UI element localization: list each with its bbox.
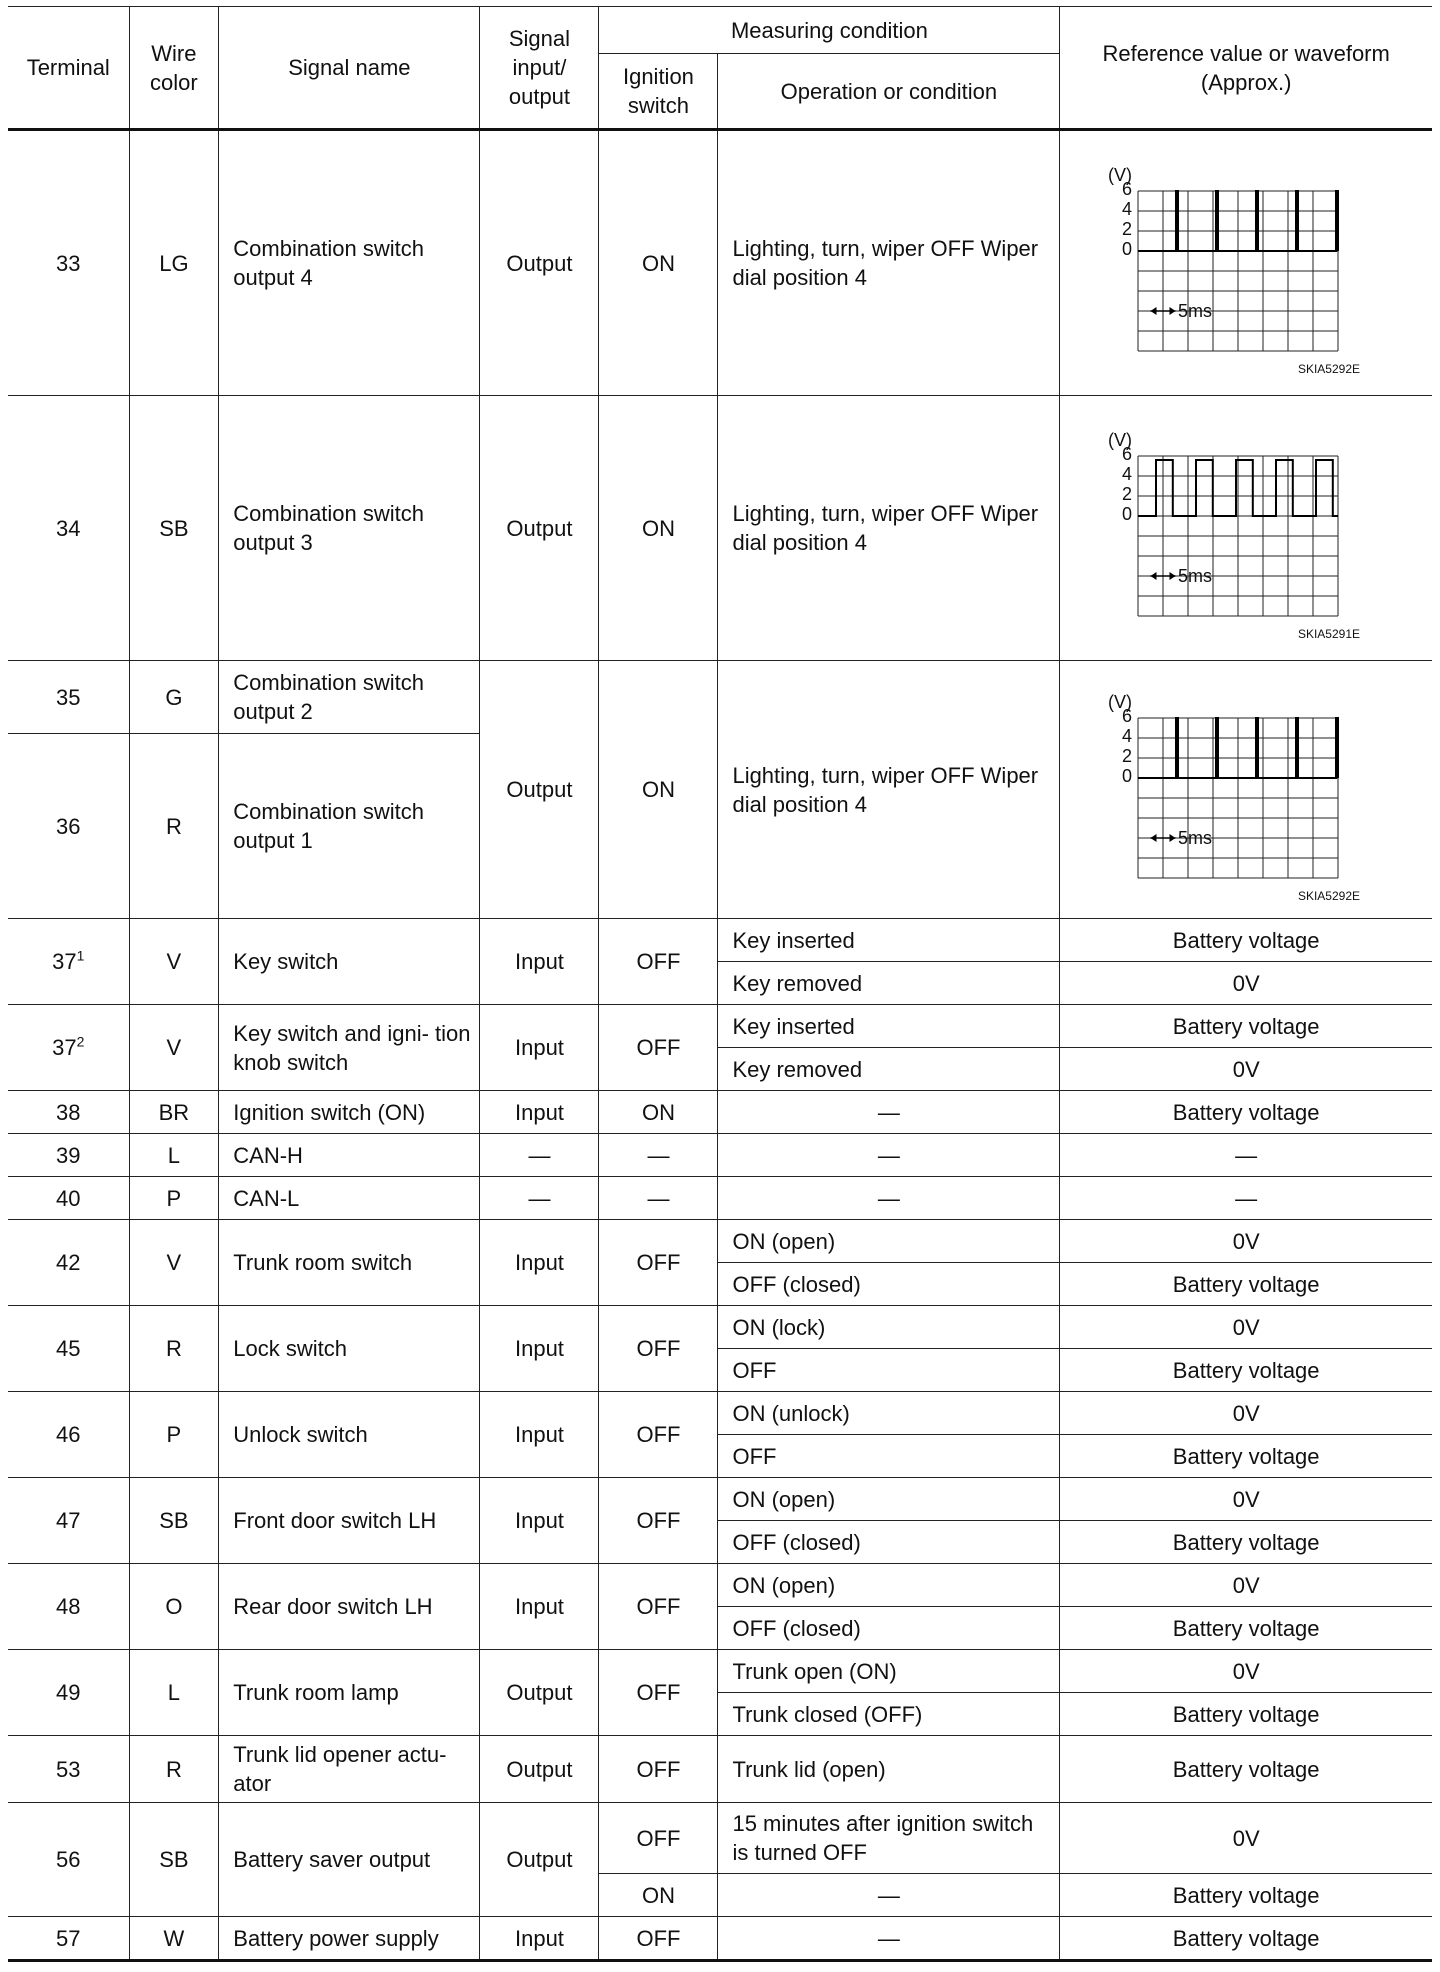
wire-color-cell: LG [129,130,219,396]
wire-color-cell: R [129,1736,219,1803]
header-wire-color: Wire color [129,7,219,130]
signal-name-cell: Combination switch output 1 [219,734,480,919]
operation-cell: OFF [718,1435,1060,1478]
reference-cell: 0V [1060,1564,1432,1607]
waveform-chart [1096,680,1396,900]
signal-name-cell: Combination switch output 2 [219,661,480,734]
y-tick-label: 6 [1122,705,1133,726]
ignition-cell: OFF [599,919,718,1005]
operation-cell: 15 minutes after ignition switch is turned OFF [718,1803,1060,1874]
signal-name-cell: Lock switch [219,1306,480,1392]
terminal-cell: 36 [8,734,129,919]
signal-io-cell: Output [480,396,599,661]
reference-cell: 0V [1060,962,1432,1005]
y-tick-label: 0 [1122,765,1133,786]
ignition-cell: OFF [599,1392,718,1478]
reference-cell: 0V [1060,1478,1432,1521]
time-scale-arrowhead [1151,572,1157,580]
table-row [8,130,1432,396]
terminal-cell: 48 [8,1564,129,1650]
terminal-footnote: 2 [76,1033,85,1050]
table-row [8,1177,1432,1220]
header-ignition-switch: Ignition switch [599,54,718,130]
signal-io-cell: Input [480,1564,599,1650]
table-row [8,1005,1432,1048]
operation-cell: ON (open) [718,1564,1060,1607]
ignition-cell: OFF [599,1478,718,1564]
axis-unit-label: (V) [1108,165,1133,185]
header-reference: Reference value or waveform (Approx.) [1060,7,1432,130]
y-tick-label: 2 [1122,745,1133,766]
signal-name-cell: Battery power supply [219,1917,480,1961]
header-measuring-condition: Measuring condition [599,7,1060,54]
operation-cell: Trunk closed (OFF) [718,1693,1060,1736]
table-row [8,919,1432,962]
waveform-chart [1096,418,1396,638]
operation-cell: — [718,1134,1060,1177]
signal-name-cell: CAN-L [219,1177,480,1220]
table-row [8,1478,1432,1521]
signal-io-cell: Input [480,919,599,1005]
signal-name-cell: Trunk room lamp [219,1650,480,1736]
reference-cell: Battery voltage [1060,1263,1432,1306]
signal-io-cell: Input [480,1306,599,1392]
waveform-cell [1060,130,1432,396]
terminal-cell: 57 [8,1917,129,1961]
y-tick-label: 2 [1122,484,1133,504]
reference-cell: Battery voltage [1060,1693,1432,1736]
operation-cell: — [718,1091,1060,1134]
signal-name-cell: Key switch [219,919,480,1005]
waveform-cell [1060,661,1432,919]
operation-cell: Lighting, turn, wiper OFF Wiper dial position 4 [718,130,1060,396]
operation-cell: ON (unlock) [718,1392,1060,1435]
ignition-cell: ON [599,1091,718,1134]
time-scale-arrowhead [1151,834,1157,842]
signal-io-cell: — [480,1134,599,1177]
figure-code: SKIA5291E [1298,627,1361,638]
reference-cell: Battery voltage [1060,1521,1432,1564]
table-header [8,7,1432,130]
operation-cell: — [718,1917,1060,1961]
reference-cell: 0V [1060,1306,1432,1349]
operation-cell: Lighting, turn, wiper OFF Wiper dial position 4 [718,661,1060,919]
terminal-cell [8,919,129,1005]
operation-cell: Key removed [718,962,1060,1005]
terminal-cell: 49 [8,1650,129,1736]
terminal-reference-sheet [8,6,1432,1962]
reference-cell: 0V [1060,1392,1432,1435]
terminal-number: 37 [52,949,77,974]
operation-cell: Key inserted [718,919,1060,962]
terminal-cell: 47 [8,1478,129,1564]
signal-name-cell: Ignition switch (ON) [219,1091,480,1134]
signal-io-cell: — [480,1177,599,1220]
waveform-chart [1096,153,1396,373]
wire-color-cell: SB [129,1478,219,1564]
signal-io-cell: Input [480,1478,599,1564]
terminal-cell: 56 [8,1803,129,1917]
header-terminal: Terminal [8,7,129,130]
signal-io-cell: Input [480,1005,599,1091]
table-row [8,1917,1432,1961]
reference-cell: Battery voltage [1060,1917,1432,1961]
table-row [8,661,1432,734]
signal-name-cell: Unlock switch [219,1392,480,1478]
operation-cell: Key removed [718,1048,1060,1091]
wire-color-cell: P [129,1177,219,1220]
signal-name-cell: CAN-H [219,1134,480,1177]
waveform-cell [1060,396,1432,661]
header-signal-io: Signal input/ output [480,7,599,130]
reference-cell: — [1060,1177,1432,1220]
reference-cell: — [1060,1134,1432,1177]
reference-cell: Battery voltage [1060,1435,1432,1478]
reference-cell: 0V [1060,1650,1432,1693]
ignition-cell: — [599,1177,718,1220]
operation-cell: — [718,1177,1060,1220]
wire-color-cell: G [129,661,219,734]
time-scale-arrowhead [1170,834,1176,842]
table-row [8,1134,1432,1177]
terminal-cell: 46 [8,1392,129,1478]
table-row [8,1091,1432,1134]
operation-cell: — [718,1874,1060,1917]
table-row [8,396,1432,661]
y-tick-label: 6 [1122,179,1133,199]
table-row [8,1306,1432,1349]
signal-name-cell: Key switch and igni- tion knob switch [219,1005,480,1091]
figure-code: SKIA5292E [1298,362,1361,373]
table-row [8,1564,1432,1607]
figure-code: SKIA5292E [1298,888,1361,900]
ignition-cell: ON [599,661,718,919]
table-row [8,1220,1432,1263]
operation-cell: Lighting, turn, wiper OFF Wiper dial position 4 [718,396,1060,661]
terminal-cell: 35 [8,661,129,734]
terminal-cell: 33 [8,130,129,396]
operation-cell: ON (open) [718,1478,1060,1521]
reference-cell: Battery voltage [1060,919,1432,962]
wire-color-cell: O [129,1564,219,1650]
signal-io-cell: Input [480,1917,599,1961]
signal-io-cell: Output [480,1803,599,1917]
y-tick-label: 4 [1122,199,1133,219]
terminal-cell: 53 [8,1736,129,1803]
table-row [8,1392,1432,1435]
axis-unit-label: (V) [1108,691,1133,712]
terminal-table [8,6,1432,1962]
operation-cell: Key inserted [718,1005,1060,1048]
signal-io-cell: Output [480,1736,599,1803]
signal-name-cell: Battery saver output [219,1803,480,1917]
operation-cell: ON (open) [718,1220,1060,1263]
y-tick-label: 4 [1122,464,1133,484]
ignition-cell: OFF [599,1220,718,1306]
time-scale-label: 5ms [1178,827,1213,848]
terminal-cell: 45 [8,1306,129,1392]
y-tick-label: 6 [1122,444,1133,464]
ignition-cell: OFF [599,1917,718,1961]
wire-color-cell: BR [129,1091,219,1134]
time-scale-label: 5ms [1178,301,1213,321]
terminal-cell: 39 [8,1134,129,1177]
ignition-cell: OFF [599,1306,718,1392]
wire-color-cell: L [129,1134,219,1177]
wire-color-cell: SB [129,1803,219,1917]
reference-cell: Battery voltage [1060,1091,1432,1134]
header-signal-name: Signal name [219,7,480,130]
y-tick-label: 0 [1122,504,1133,524]
wire-color-cell: R [129,734,219,919]
signal-name-cell: Trunk room switch [219,1220,480,1306]
terminal-cell [8,1005,129,1091]
ignition-cell: ON [599,130,718,396]
reference-cell: 0V [1060,1803,1432,1874]
ignition-cell: OFF [599,1650,718,1736]
signal-io-cell: Output [480,130,599,396]
wire-color-cell: P [129,1392,219,1478]
terminal-cell: 42 [8,1220,129,1306]
reference-cell: Battery voltage [1060,1005,1432,1048]
ignition-cell: OFF [599,1564,718,1650]
wire-color-cell: SB [129,396,219,661]
operation-cell: OFF [718,1349,1060,1392]
operation-cell: OFF (closed) [718,1607,1060,1650]
signal-io-cell: Output [480,661,599,919]
signal-io-cell: Input [480,1091,599,1134]
time-scale-arrowhead [1151,307,1157,315]
reference-cell: Battery voltage [1060,1736,1432,1803]
reference-cell: Battery voltage [1060,1607,1432,1650]
reference-cell: Battery voltage [1060,1349,1432,1392]
signal-name-cell: Trunk lid opener actu- ator [219,1736,480,1803]
y-tick-label: 2 [1122,219,1133,239]
signal-io-cell: Output [480,1650,599,1736]
operation-cell: OFF (closed) [718,1263,1060,1306]
ignition-cell: ON [599,396,718,661]
terminal-number: 37 [52,1035,77,1060]
ignition-cell: — [599,1134,718,1177]
wire-color-cell: W [129,1917,219,1961]
terminal-cell: 40 [8,1177,129,1220]
ignition-cell: OFF [599,1803,718,1874]
table-row [8,1803,1432,1874]
axis-unit-label: (V) [1108,430,1133,450]
signal-io-cell: Input [480,1392,599,1478]
y-tick-label: 0 [1122,239,1133,259]
operation-cell: ON (lock) [718,1306,1060,1349]
reference-cell: 0V [1060,1220,1432,1263]
signal-name-cell: Combination switch output 3 [219,396,480,661]
reference-cell: 0V [1060,1048,1432,1091]
wire-color-cell: R [129,1306,219,1392]
signal-io-cell: Input [480,1220,599,1306]
terminal-cell: 34 [8,396,129,661]
operation-cell: Trunk open (ON) [718,1650,1060,1693]
time-scale-label: 5ms [1178,566,1213,586]
table-row [8,1650,1432,1693]
signal-name-cell: Rear door switch LH [219,1564,480,1650]
table-row [8,1736,1432,1803]
operation-cell: OFF (closed) [718,1521,1060,1564]
ignition-cell: OFF [599,1005,718,1091]
operation-cell: Trunk lid (open) [718,1736,1060,1803]
wire-color-cell: V [129,1005,219,1091]
wire-color-cell: V [129,919,219,1005]
terminal-cell: 38 [8,1091,129,1134]
time-scale-arrowhead [1170,307,1176,315]
terminal-footnote: 1 [76,947,85,964]
signal-name-cell: Combination switch output 4 [219,130,480,396]
ignition-cell: ON [599,1874,718,1917]
ignition-cell: OFF [599,1736,718,1803]
reference-cell: Battery voltage [1060,1874,1432,1917]
time-scale-arrowhead [1170,572,1176,580]
y-tick-label: 4 [1122,725,1133,746]
wire-color-cell: V [129,1220,219,1306]
wire-color-cell: L [129,1650,219,1736]
header-operation: Operation or condition [718,54,1060,130]
signal-name-cell: Front door switch LH [219,1478,480,1564]
